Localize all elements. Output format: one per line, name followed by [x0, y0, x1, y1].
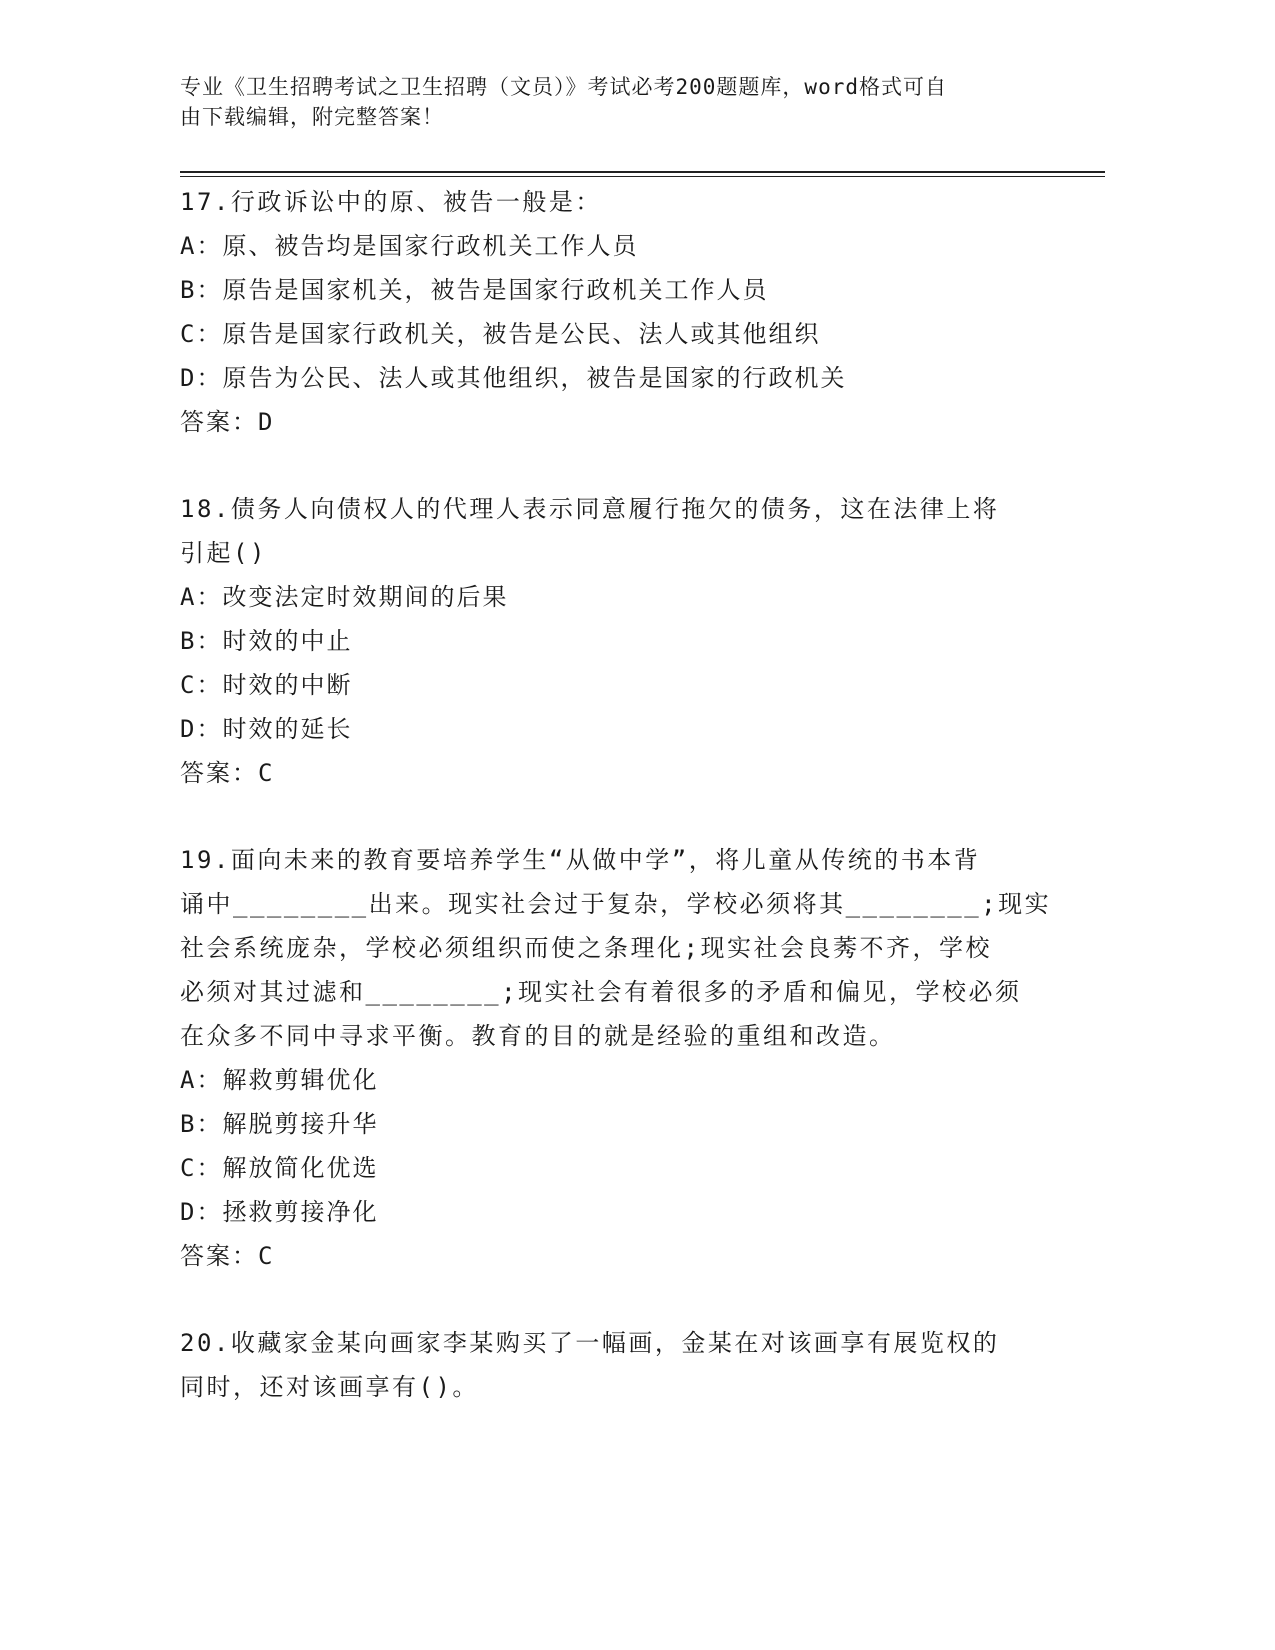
answer-label: 答案：D	[180, 408, 275, 436]
stem-line: 17.行政诉讼中的原、被告一般是：	[180, 188, 602, 216]
question-18	[180, 487, 1040, 795]
document-header	[180, 72, 1040, 132]
question-20	[180, 1321, 1040, 1409]
stem-line: 必须对其过滤和________;现实社会有着很多的矛盾和偏见，学校必须	[180, 978, 1022, 1006]
option-d: D：时效的延长	[180, 715, 353, 743]
option-c: C：原告是国家行政机关，被告是公民、法人或其他组织	[180, 320, 821, 348]
option-b: B：时效的中止	[180, 627, 353, 655]
header-line-1: 专业《卫生招聘考试之卫生招聘（文员）》考试必考200题题库，word格式可自	[180, 75, 947, 99]
question-19	[180, 838, 1052, 1278]
question-stem	[180, 487, 1040, 575]
question-stem	[180, 838, 1052, 1058]
stem-line: 引起()	[180, 539, 267, 567]
question-list	[180, 180, 1052, 1409]
question-17	[180, 180, 1040, 444]
stem-line: 在众多不同中寻求平衡。教育的目的就是经验的重组和改造。	[180, 1022, 896, 1050]
header-divider-thin	[180, 176, 1105, 177]
stem-line: 同时，还对该画享有()。	[180, 1373, 479, 1401]
option-d: D：原告为公民、法人或其他组织，被告是国家的行政机关	[180, 364, 847, 392]
stem-line: 诵中________出来。现实社会过于复杂，学校必须将其________;现实	[180, 890, 1052, 918]
option-c: C：解放简化优选	[180, 1154, 379, 1182]
option-a: A：改变法定时效期间的后果	[180, 583, 509, 611]
header-divider-thick	[180, 171, 1105, 173]
options-list	[180, 575, 1040, 751]
options-list	[180, 1058, 1040, 1234]
option-a: A：解救剪辑优化	[180, 1066, 379, 1094]
answer-label: 答案：C	[180, 1242, 275, 1270]
question-stem	[180, 1321, 1040, 1409]
stem-line: 社会系统庞杂，学校必须组织而使之条理化;现实社会良莠不齐，学校	[180, 934, 992, 962]
stem-line: 20.收藏家金某向画家李某购买了一幅画，金某在对该画享有展览权的	[180, 1329, 1000, 1357]
question-stem	[180, 180, 1040, 224]
stem-line: 19.面向未来的教育要培养学生“从做中学”，将儿童从传统的书本背	[180, 846, 981, 874]
option-b: B：解脱剪接升华	[180, 1110, 379, 1138]
option-b: B：原告是国家机关，被告是国家行政机关工作人员	[180, 276, 769, 304]
options-list	[180, 224, 1040, 400]
option-d: D：拯救剪接净化	[180, 1198, 379, 1226]
header-line-2: 由下载编辑，附完整答案！	[180, 105, 444, 129]
stem-line: 18.债务人向债权人的代理人表示同意履行拖欠的债务，这在法律上将	[180, 495, 1000, 523]
option-c: C：时效的中断	[180, 671, 353, 699]
answer-label: 答案：C	[180, 759, 275, 787]
option-a: A：原、被告均是国家行政机关工作人员	[180, 232, 639, 260]
